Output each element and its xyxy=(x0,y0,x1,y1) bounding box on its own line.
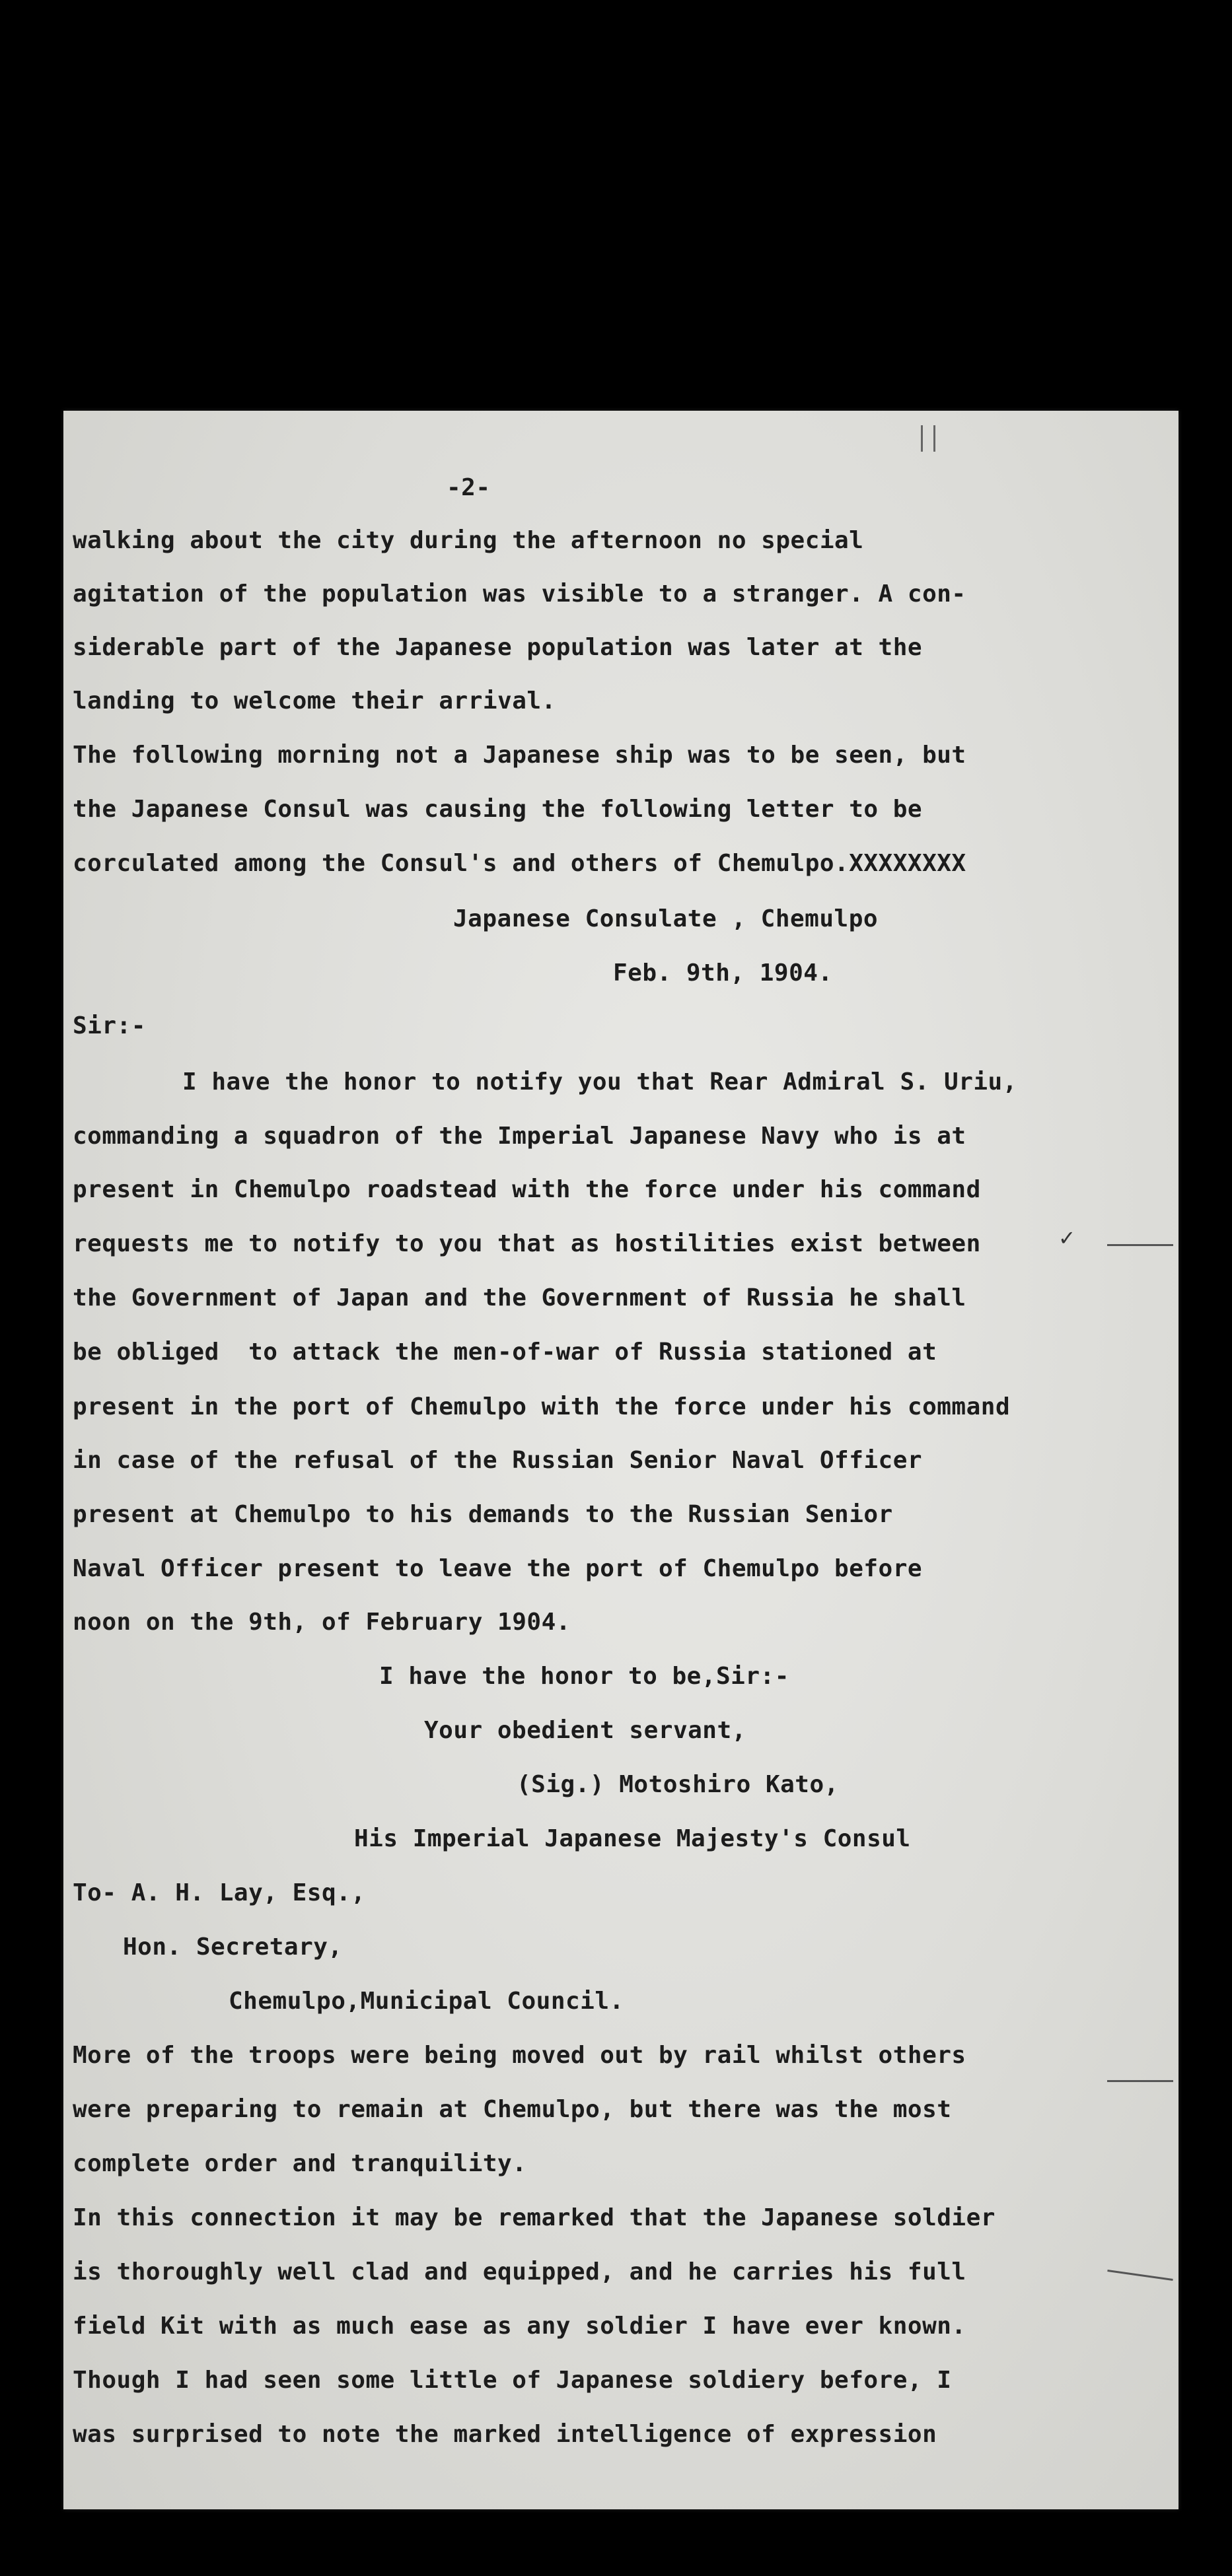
letter-line-6: be obliged to attack the men-of-war of Russia stationed at xyxy=(73,1339,937,1366)
closing-servant: Your obedient servant, xyxy=(424,1717,746,1744)
letter-date: Feb. 9th, 1904. xyxy=(613,959,833,987)
body-line-1: More of the troops were being moved out by rail whilst others xyxy=(73,2042,966,2069)
margin-dash-3 xyxy=(1107,2270,1173,2281)
body-line-8: was surprised to note the marked intelligence of expression xyxy=(73,2421,937,2448)
text-line-6: the Japanese Consul was causing the following letter to be xyxy=(73,796,923,823)
letter-line-3: present in Chemulpo roadstead with the force under his command xyxy=(73,1176,981,1203)
salutation: Sir:- xyxy=(73,1012,146,1039)
text-line-5: The following morning not a Japanese ship was to be seen, but xyxy=(73,742,966,769)
signature-line: (Sig.) Motoshiro Kato, xyxy=(517,1771,839,1798)
page-number: -2- xyxy=(447,474,491,501)
letter-line-1: I have the honor to notify you that Rear Admiral S. Uriu, xyxy=(182,1068,1017,1096)
body-line-6: field Kit with as much ease as any soldier I have ever known. xyxy=(73,2313,966,2340)
text-line-7: corculated among the Consul's and others of Chemulpo.XXXXXXXX xyxy=(73,850,966,877)
body-line-7: Though I had seen some little of Japanese soldiery before, I xyxy=(73,2367,952,2394)
body-line-2: were preparing to remain at Chemulpo, but there was the most xyxy=(73,2096,952,2123)
letter-line-4: requests me to notify to you that as hostilities exist between xyxy=(73,1230,981,1257)
addressee-title: Hon. Secretary, xyxy=(123,1933,343,1961)
text-line-3: siderable part of the Japanese population was later at the xyxy=(73,634,923,661)
body-line-3: complete order and tranquility. xyxy=(73,2150,527,2177)
text-line-1: walking about the city during the afternoon no special xyxy=(73,527,864,554)
text-line-2: agitation of the population was visible to a stranger. A con- xyxy=(73,580,966,608)
consul-title: His Imperial Japanese Majesty's Consul xyxy=(354,1825,911,1852)
tick-mark xyxy=(921,425,935,452)
letter-line-7: present in the port of Chemulpo with the force under his command xyxy=(73,1393,1011,1420)
addressee-council: Chemulpo,Municipal Council. xyxy=(229,1988,624,2015)
letter-line-2: commanding a squadron of the Imperial Japanese Navy who is at xyxy=(73,1123,966,1150)
closing-line: I have the honor to be,Sir:- xyxy=(379,1663,789,1690)
document-page xyxy=(63,411,1178,2509)
margin-check-mark: ✓ xyxy=(1060,1224,1074,1251)
text-line-4: landing to welcome their arrival. xyxy=(73,687,556,714)
body-line-4: In this connection it may be remarked that the Japanese soldier xyxy=(73,2204,996,2231)
letter-line-5: the Government of Japan and the Government of Russia he shall xyxy=(73,1284,966,1311)
letter-line-10: Naval Officer present to leave the port of Chemulpo before xyxy=(73,1555,923,1582)
body-line-5: is thoroughly well clad and equipped, and he carries his full xyxy=(73,2258,966,2285)
letter-line-8: in case of the refusal of the Russian Senior Naval Officer xyxy=(73,1447,923,1474)
margin-dash-1 xyxy=(1107,1244,1173,1246)
letter-line-11: noon on the 9th, of February 1904. xyxy=(73,1609,571,1636)
letter-line-9: present at Chemulpo to his demands to the Russian Senior xyxy=(73,1501,893,1528)
margin-dash-2 xyxy=(1107,2080,1173,2082)
consulate-heading: Japanese Consulate , Chemulpo xyxy=(453,905,879,932)
addressee-name: To- A. H. Lay, Esq., xyxy=(73,1879,366,1906)
